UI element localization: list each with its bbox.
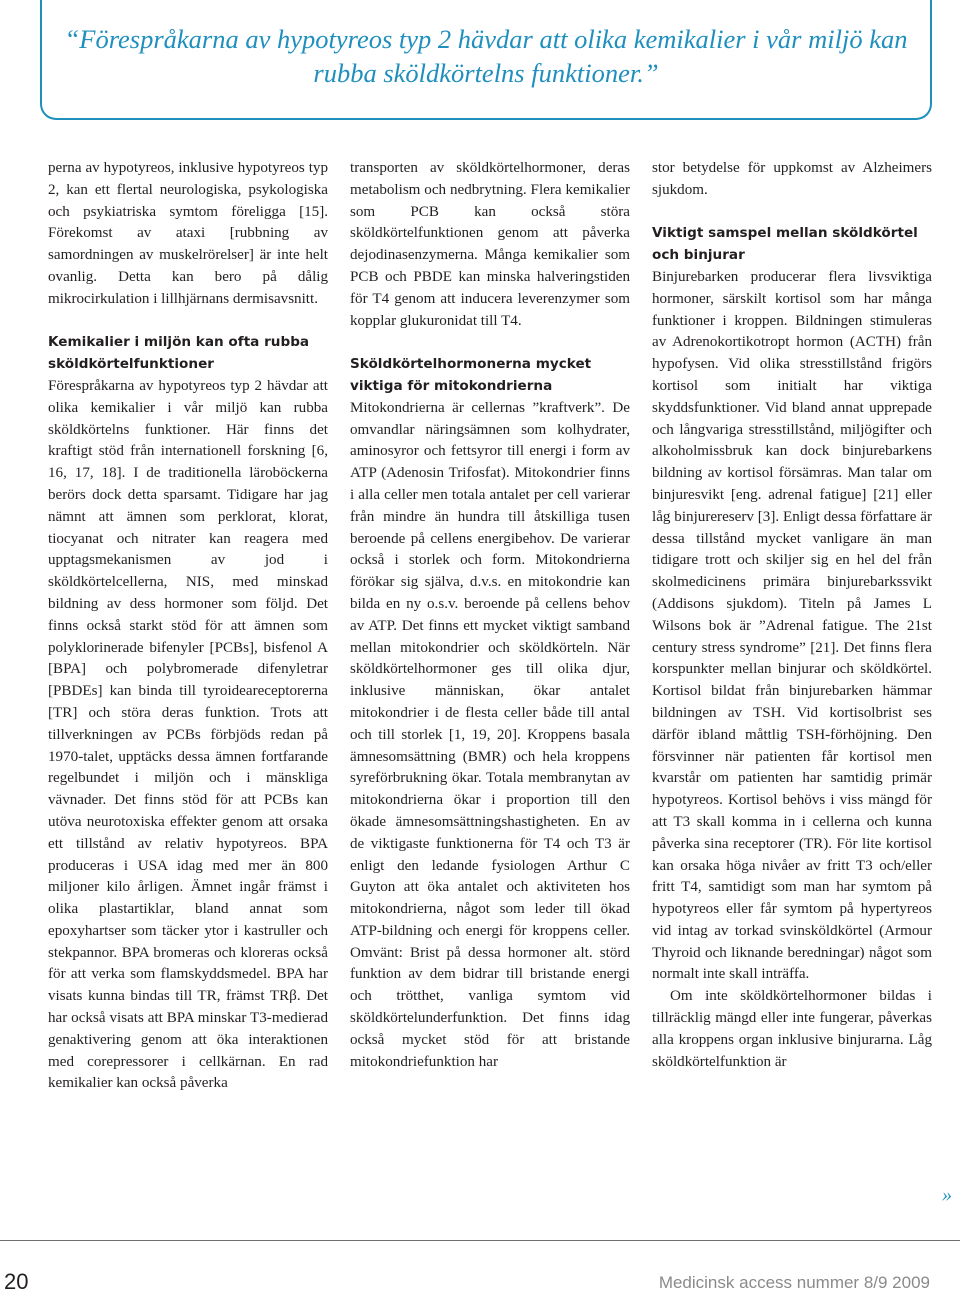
journal-issue: Medicinsk access nummer 8/9 2009 <box>658 1273 930 1292</box>
footer-divider <box>0 1240 960 1241</box>
continue-arrow-icon: » <box>942 1184 952 1206</box>
paragraph: Binjurebarken producerar flera livsviktiga hormoner, särskilt kortisol som har många funktioner i kroppen. Bildningen stimuleras av Adrenokortikotropt hormon (ACTH) från hypofysen. Vid olika stresstillstånd frigörs kortisol som initialt har viktiga skyddsfunktioner. Vid bland annat upprepade och långvariga stresstillstånd, miljögifter och alkoholmissbruk kan dock binjurebarkens bildning av kortisol försämras. Man talar om binjuresvikt [eng. adrenal fatigue] [21] eller låg binjurereserv [3]. Enligt dessa författare är dessa tillstånd mycket vanligare än man tidigare trott och skiljer sig en hel del från skolmedicinens primära binjurebarkssvikt (Addisons sjukdom). Titeln på James L Wilsons bok är ”Adrenal fatigue. The 21st century stress syndrome” [21]. Det finns flera korspunkter mellan binjurar och sköldkörtel. Kortisol bildat från binjurebarken hämmar bildningen av TSH. Vid kortisolbrist ses därför ibland måttlig TSH-förhöjning. Den försvinner när patienten får kortisol men kvarstår om patienten har samtidig primär hypotyreos. Kortisol behövs i viss mängd för att T3 skall komma in i cellerna och kunna påverka sina receptorer (TR). För lite kortisol kan orsaka höga nivåer av fritt T3 och/eller fritt T4, samtidigt som man har symtom på hypotyreos eller får symtom på hypertyreos vid intag av torkad svinsköldkörtel (Armour Thyroid och liknande beredningar) något som normalt inte skall inträffa. <box>652 268 932 983</box>
paragraph: transporten av sköldkörtelhormoner, deras metabolism och nedbrytning. Flera kemikalier som PCB kan också störa sköldkörtelfunktionen genom att påverka dejodinasenzymerna. Många kemikalier som PCB och PBDE kan minska halveringstiden för T4 genom att inducera leverenzymer som kopplar glukuronidat till T4. <box>350 160 630 329</box>
pull-quote-box <box>40 0 932 120</box>
text-column-2 <box>350 158 630 1073</box>
paragraph: perna av hypotyreos, inklusive hypotyreos typ 2, kan ett flertal neurologiska, psykologiska och psykiatriska symtom föreligga [15]. Förekomst av ataxi [rubbning av samordningen av muskelrörelser] är inte helt ovanlig. Detta kan bero på dålig mikrocirkulation i lillhjärnans dermisavsnitt. <box>48 160 328 307</box>
paragraph: Om inte sköldkörtelhormoner bildas i tillräcklig mängd eller inte fungerar, påverkas alla kroppens organ inklusive binjurarna. Låg sköldkörtelfunktion är <box>652 988 932 1070</box>
paragraph: Mitokondrierna är cellernas ”kraftverk”. De omvandlar näringsämnen som kolhydrater, aminosyror och fettsyror till energi i form av ATP (Adenosin Trifosfat). Mitokondrier finns i alla celler men totala antalet per cell varierar från mindre än hundra till åtskilliga tusen beroende på cellens energibehov. De varierar också i storlek och form. Mitokondrierna förökar sig själva, d.v.s. en mitokondrie kan bilda en ny o.s.v. beroende på cellens behov av ATP. Det finns ett mycket viktigt samband mellan mitokondrier och sköldkörteln. När sköldkörtelhormoner ges till olika djur, inklusive människan, ökar antalet mitokondrier i de flesta celler både till antal och till storlek [1, 19, 20]. Kroppens basala ämnesomsättning (BMR) och hela kroppens syreförbrukning ökar. Totala membranytan av mitokondrierna ökar i proportion till den ökade ämnesomsättningshastigheten. En av de viktigaste funktionerna för T4 och T3 är enligt den ledande fysiologen Arthur C Guyton att öka antalet och aktiviteten hos mitokondrierna, något som leder till ökad ATP-bildning och energi för kroppens celler. Omvänt: Brist på dessa hormoner alt. störd funktion av dem bidrar till bristande energi och trötthet, vanliga symtom vid sköldkörtelunderfunktion. Det finns idag också mycket stöd för att bristande mitokondriefunktion har <box>350 399 630 1070</box>
page-number: 20 <box>4 1269 29 1294</box>
text-column-3 <box>652 158 932 1073</box>
paragraph: Förespråkarna av hypotyreos typ 2 hävdar att olika kemikalier i vår miljö kan rubba sköldkörtelns funktioner. Här finns det kraftigt stöd från internationell forskning [6, 16, 17, 18]. I de traditionella läroböckerna berörs dock detta sparsamt. Tidigare har jag nämnt att ämnen som perklorat, klorat, tiocyanat och nitrater kan reagera med upptagsmekanismen av jod i sköldkörtelcellerna, NIS, med minskad bildning av dess hormoner som följd. Det finns också starkt stöd för att ämnen som polyklorinerade bifenyler [PCBs], bisfenol A [BPA] och polybromerade difenyletrar [PBDEs] kan binda till tyroideareceptorerna [TR] och störa deras funktion. Trots att tillverkningen av PCBs förbjöds redan på 1970-talet, upptäcks dessa ämnen fortfarande regelbundet i miljön och i mänskliga vävnader. Det finns stöd för att PCBs kan utöva neurotoxiska effekter genom att orsaka ett tillstånd av relativ hypotyreos. BPA produceras i USA idag med mer än 800 miljoner kilo årligen. Ämnet ingår främst i olika plastartiklar, bland annat som epoxyhartser som täcker ytor i kastruller och stekpannor. BPA bromeras och kloreras också för att verka som flamskyddsmedel. BPA har visats kunna bindas till TR, främst TRβ. Det har också visats att BPA minskar T3-medierad genaktivering genom att öka interaktionen med corepressorer i cellkärnan. En rad kemikalier kan också påverka <box>48 377 328 1092</box>
section-heading: Viktigt samspel mellan sköldkörtel och binjurar <box>652 225 918 264</box>
section-heading: Kemikalier i miljön kan ofta rubba sköldkörtelfunktioner <box>48 334 310 373</box>
pull-quote-text: “Förespråkarna av hypotyreos typ 2 hävdar att olika kemikalier i vår miljö kan rubba sköldkörtelns funktioner.” <box>64 24 908 88</box>
section-heading: Sköldkörtelhormonerna mycket viktiga för mitokondrierna <box>350 356 592 394</box>
paragraph: stor betydelse för uppkomst av Alzheimers sjukdom. <box>652 160 932 198</box>
text-column-1 <box>48 158 328 1095</box>
